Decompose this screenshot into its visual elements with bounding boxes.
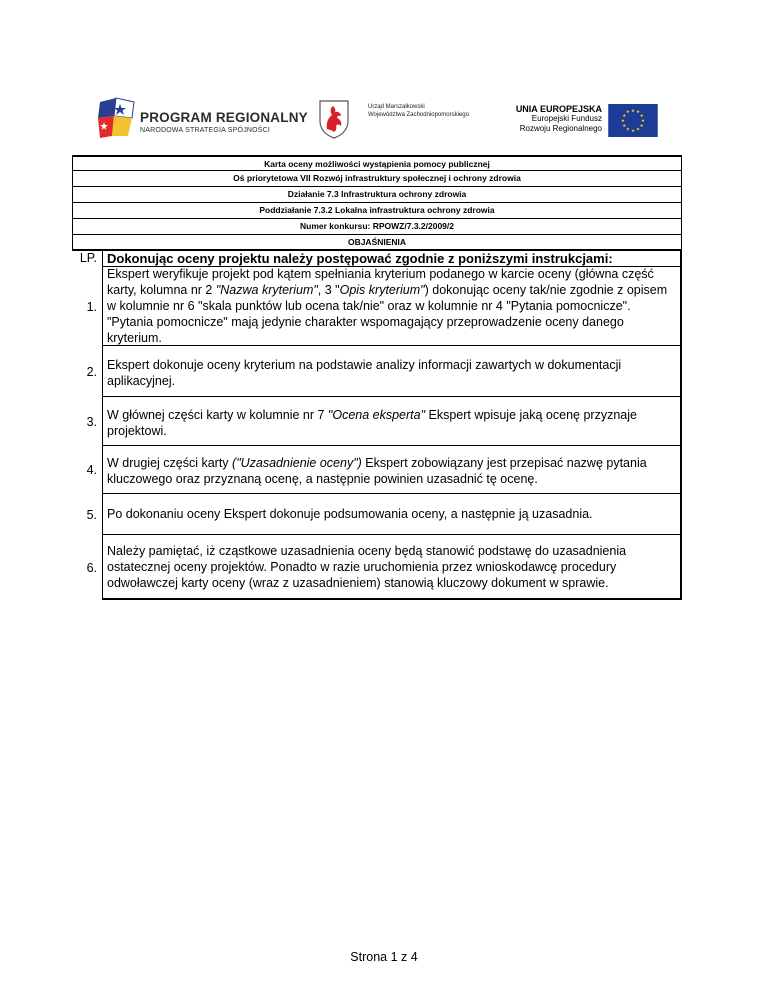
- competition-number: Numer konkursu: RPOWZ/7.3.2/2009/2: [72, 219, 682, 235]
- program-subtitle: NARODOWA STRATEGIA SPÓJNOŚCI: [140, 127, 271, 134]
- eu-fund-line1: Europejski Fundusz: [531, 114, 602, 123]
- eu-flag-icon: [606, 104, 660, 137]
- eu-star-icon: ★: [622, 123, 627, 129]
- priority-axis: Oś priorytetowa VII Rozwój infrastruktury społecznej i ochrony zdrowia: [72, 171, 682, 187]
- instruction-row: [62, 267, 682, 346]
- eu-star-icon: ★: [635, 109, 641, 115]
- row-number: 6.: [86, 560, 97, 575]
- row-number: 4.: [86, 463, 97, 477]
- page-number: Strona 1 z 4: [350, 950, 418, 964]
- eu-star-icon: ★: [622, 112, 627, 118]
- instruction-row: [62, 346, 682, 397]
- eu-star-icon: ★: [641, 117, 646, 123]
- sub-measure: Poddziałanie 7.3.2 Lokalna infrastruktura ochrony zdrowia: [72, 203, 682, 219]
- instruction-row: [62, 535, 682, 600]
- griffin-crest-icon: [318, 99, 350, 139]
- row-number: 3.: [86, 414, 97, 429]
- eu-star-icon: ★: [639, 112, 644, 118]
- instruction-text: Ekspert dokonuje oceny kryterium na podstawie analizy informacji zawartych w dokumentacji aplikacyjnej.: [102, 346, 682, 397]
- instructions-intro: Dokonując oceny projektu należy postępować zgodnie z poniższymi instrukcjami:: [102, 251, 682, 267]
- instruction-text: Ekspert weryfikuje projekt pod kątem spełniania kryterium podanego w karcie oceny (główna część karty, kolumna nr 2 "Nazwa kryterium", 3 "Opis kryterium") dokonując oceny tak/nie zgodnie z opisem w kolumnie nr 6 "skala punktów lub ocena tak/nie" oraz w kolumnie nr 4 "Pytania pomocnicze". "Pytania pomocnicze" mają jedynie charakter wspomagający przeprowadzenie oceny danego kryterium.: [102, 267, 682, 346]
- eu-star-icon: ★: [625, 126, 631, 132]
- row-number: 2.: [86, 364, 97, 379]
- sheet-title: Karta oceny możliwości wystąpienia pomocy publicznej: [72, 155, 682, 171]
- eu-fund-line2: Rozwoju Regionalnego: [519, 124, 602, 133]
- instruction-text: W drugiej części karty ("Uzasadnienie oceny") Ekspert zobowiązany jest przepisać nazwę pytania kluczowego oraz przyznaną ocenę, a następnie powinien uzasadnić tę ocenę.: [102, 446, 682, 494]
- instruction-text: Po dokonaniu oceny Ekspert dokonuje podsumowania oceny, a następnie ją uzasadnia.: [102, 494, 682, 535]
- instruction-text: Należy pamiętać, iż cząstkowe uzasadnienia oceny będą stanowić podstawę do uzasadnienia ostatecznej oceny projektów. Ponadto w razie uruchomienia przez wnioskodawcę procedury odwoławczej karty oceny (wraz z uzasadnieniem) stanowią kluczowy dokument w sprawie.: [102, 535, 682, 600]
- instruction-row: [62, 446, 682, 494]
- office-name-line2: Województwa Zachodniopomorskiego: [368, 112, 469, 118]
- eu-star-icon: ★: [625, 109, 631, 115]
- eu-star-icon: ★: [630, 128, 636, 134]
- eu-star-icon: ★: [620, 117, 625, 123]
- office-name-line1: Urząd Marszałkowski: [368, 104, 425, 110]
- instruction-text: W głównej części karty w kolumnie nr 7 "Ocena eksperta" Ekspert wpisuje jaką ocenę przyznaje projektowi.: [102, 397, 682, 446]
- program-regionalny-emblem-icon: [94, 96, 136, 142]
- program-title: PROGRAM REGIONALNY: [140, 110, 308, 125]
- eu-star-icon: ★: [630, 107, 636, 113]
- lp-column-label: LP.: [79, 251, 97, 265]
- instructions-title-row: [62, 251, 682, 267]
- program-regionalny-logo: [94, 96, 308, 146]
- instruction-row: [62, 397, 682, 446]
- explanations-header: OBJAŚNIENIA: [72, 235, 682, 251]
- eu-logo: [480, 104, 660, 140]
- measure: Działanie 7.3 Infrastruktura ochrony zdrowia: [72, 187, 682, 203]
- instruction-row: [62, 494, 682, 535]
- eu-title: UNIA EUROPEJSKA: [515, 104, 602, 114]
- evaluation-sheet: [62, 155, 682, 600]
- row-number: 5.: [86, 507, 97, 522]
- row-number: 1.: [86, 299, 97, 314]
- eu-star-icon: ★: [639, 123, 644, 129]
- eu-star-icon: ★: [635, 126, 641, 132]
